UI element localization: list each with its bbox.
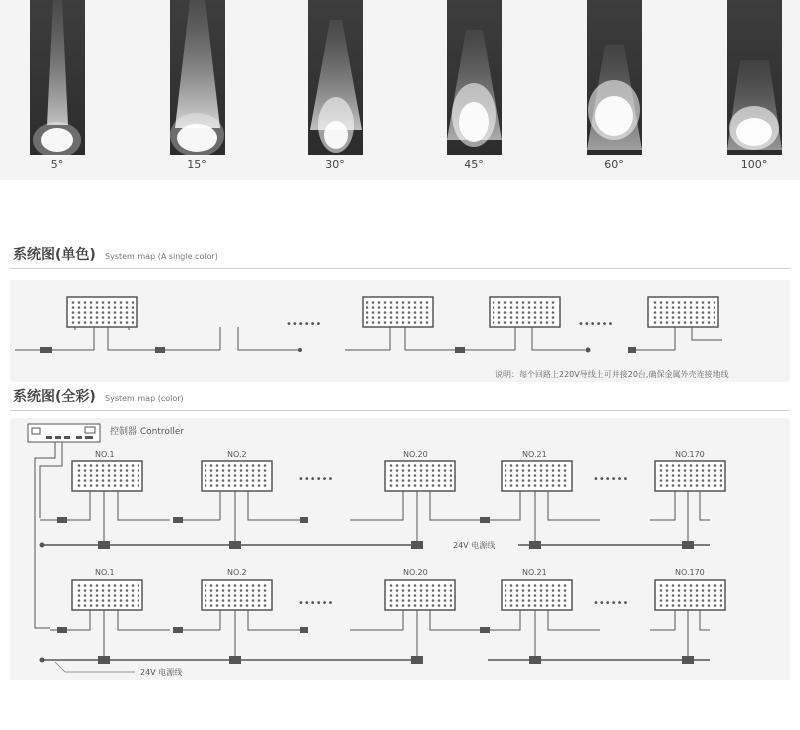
beam-label-45: 45° xyxy=(464,158,484,171)
single-divider xyxy=(10,268,790,269)
color-diagram-svg xyxy=(10,418,790,680)
color-section-subtitle: System map (color) xyxy=(105,394,184,403)
row2-label-no20: NO.20 xyxy=(403,568,428,577)
single-fixture-4 xyxy=(628,297,722,353)
beam-100 xyxy=(727,0,782,155)
beam-5 xyxy=(30,0,85,158)
single-fixture-2 xyxy=(345,297,465,353)
single-diagram-svg xyxy=(10,280,790,382)
color-section-title: 系统图(全彩) xyxy=(13,389,96,405)
single-dots-1: •••••• xyxy=(286,319,322,330)
beam-30 xyxy=(308,0,363,155)
row-1 xyxy=(40,450,726,550)
single-section-title: 系统图(单色) xyxy=(13,247,96,263)
beam-label-5: 5° xyxy=(50,158,64,171)
row1-dots-1: •••••• xyxy=(298,474,334,485)
beam-45 xyxy=(447,0,502,155)
single-note: 说明：每个回路上220V导线上可并接20台,确保金属外壳连接地线 xyxy=(495,370,729,379)
row2-label-no170: NO.170 xyxy=(675,568,705,577)
row2-label-no1: NO.1 xyxy=(95,568,115,577)
row1-dots-2: •••••• xyxy=(593,474,629,485)
controller-box xyxy=(28,424,100,442)
beam-label-60: 60° xyxy=(604,158,624,171)
row2-dots-1: •••••• xyxy=(298,598,334,609)
controller-label: 控制器 Controller xyxy=(110,427,185,437)
row2-power-label: 24V 电源线 xyxy=(140,668,183,677)
color-divider xyxy=(10,410,790,411)
beam-label-15: 15° xyxy=(187,158,207,171)
color-diagram-panel xyxy=(10,418,790,680)
single-fixture-3 xyxy=(465,297,591,353)
row1-label-no1: NO.1 xyxy=(95,450,115,459)
row1-label-no21: NO.21 xyxy=(522,450,547,459)
row2-label-no2: NO.2 xyxy=(227,568,247,577)
row1-power-label: 24V 电源线 xyxy=(453,541,496,550)
beam-15 xyxy=(170,0,225,157)
row1-label-no2: NO.2 xyxy=(227,450,247,459)
single-fixture-1 xyxy=(15,297,165,353)
row1-label-no170: NO.170 xyxy=(675,450,705,459)
beam-label-30: 30° xyxy=(325,158,345,171)
beam-60 xyxy=(587,0,642,155)
single-diagram-panel xyxy=(10,280,790,382)
beam-angle-panel xyxy=(0,0,800,180)
single-section-subtitle: System map (A single color) xyxy=(105,252,218,261)
row2-label-no21: NO.21 xyxy=(522,568,547,577)
beam-label-100: 100° xyxy=(740,158,768,171)
row2-dots-2: •••••• xyxy=(593,598,629,609)
row-2 xyxy=(40,568,726,677)
beam-svg xyxy=(0,0,800,180)
row1-label-no20: NO.20 xyxy=(403,450,428,459)
single-dots-2: •••••• xyxy=(578,319,614,330)
